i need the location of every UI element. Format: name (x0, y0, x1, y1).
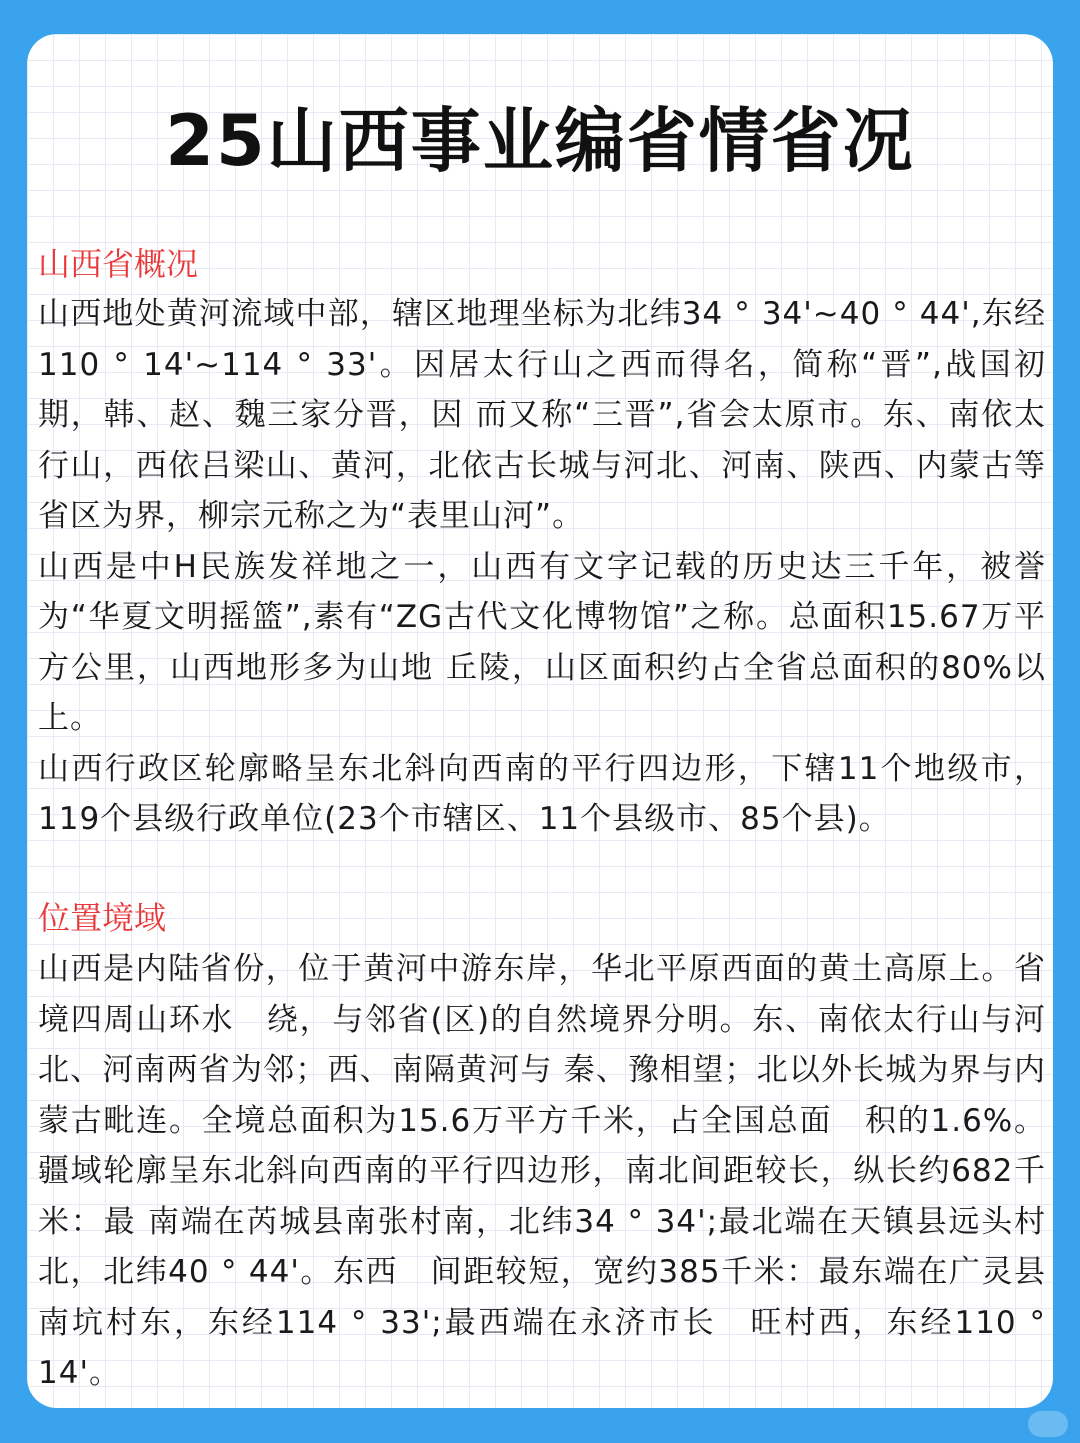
section-overview-body (38, 289, 1046, 845)
paragraph: 山西是内陆省份，位于黄河中游东岸，华北平原西面的黄土高原上。省境四周山环水 绕，与邻省(区)的自然境界分明。东、南依太行山与河北、河南两省为邻；西、南隔黄河与 秦、豫相望；北以外长城为界与内蒙古毗连。全境总面积为15.6万平方千米，占全国总面 积的1.6%。疆域轮廓呈东北斜向西南的平行四边形，南北间距较长，纵长约682千米：最 南端在芮城县南张村南，北纬34 ° 34';最北端在天镇县远头村北，北纬40 ° 44'。东西 间距较短，宽约385千米：最东端在广灵县南坑村东，东经114 ° 33';最西端在永济市长 旺村西，东经110 ° 14'。 (38, 951, 1046, 1391)
section-heading-location: 位置境域 (38, 899, 167, 937)
watermark-badge (1028, 1411, 1068, 1437)
paragraph: 山西地处黄河流域中部，辖区地理坐标为北纬34 ° 34'~40 ° 44',东经110 ° 14'~114 ° 33'。因居太行山之西而得名，简称“晋”,战国初期，韩、赵、魏三家分晋，因 而又称“三晋”,省会太原市。东、南依太行山，西依吕梁山、黄河，北依古长城与河北、河南、陕西、内蒙古等省区为界，柳宗元称之为“表里山河”。 (38, 296, 1046, 534)
section-location-body (38, 944, 1046, 1399)
page-title: 25山西事业编省情省况 (165, 100, 915, 182)
paragraph: 山西是中H民族发祥地之一，山西有文字记载的历史达三千年，被誉为“华夏文明摇篮”,素有“ZG古代文化博物馆”之称。总面积15.67万平方公里，山西地形多为山地 丘陵，山区面积约占全省总面积的80%以上。 (38, 548, 1046, 736)
section-heading-overview: 山西省概况 (38, 245, 199, 283)
paragraph: 山西行政区轮廓略呈东北斜向西南的平行四边形，下辖11个地级市，119个县级行政单位(23个市辖区、11个县级市、85个县)。 (38, 750, 1046, 837)
